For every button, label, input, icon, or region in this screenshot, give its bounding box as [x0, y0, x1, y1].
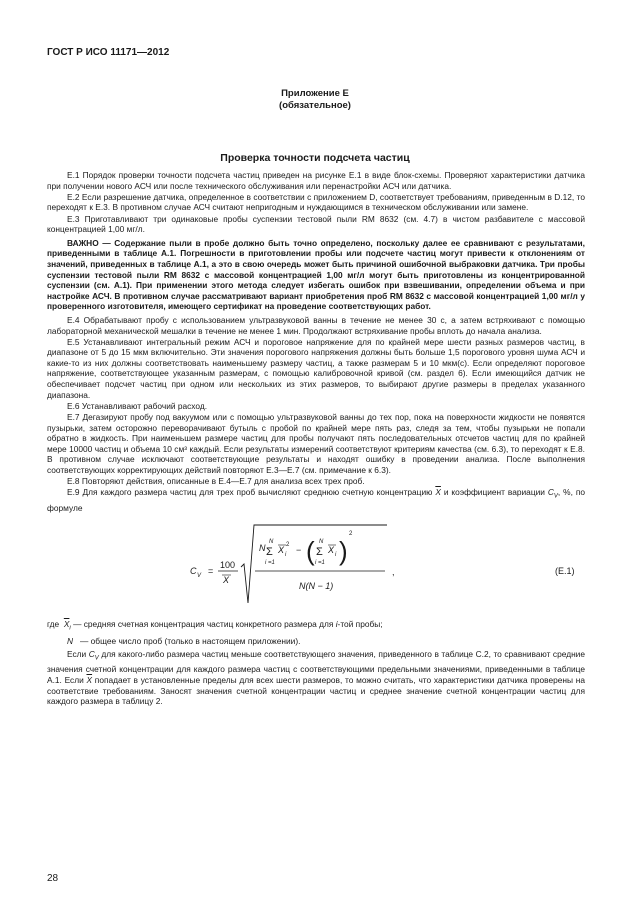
sum2-var: X: [328, 545, 335, 556]
sum1-sign: Σ: [266, 546, 273, 559]
formula-minus: −: [296, 545, 302, 556]
formula-coef-den: X: [223, 575, 230, 586]
paragraph-e3: Е.3 Приготавливают три одинаковые пробы суспензии тестовой пыли RM 8632 (см. 4.7) в чистом разбавителе с массовой концентрацией 1,00 мг/л.: [47, 213, 585, 235]
sum1-var: X: [278, 545, 285, 556]
sum2-var-sub: i: [335, 552, 337, 559]
mean-concentration-symbol: $\overline{X}$: [435, 487, 441, 498]
paren-right: ): [339, 536, 348, 567]
paragraph-e1: Е.1 Порядок проверки точности подсчета частиц приведен на рисунке Е.1 в виде блок-схемы. Проверяют характеристики датчика при получении нового АСЧ или после технического обслуживания или перенастройки АСЧ или датчика.: [47, 170, 585, 191]
where-x: где $\overline{X}_i$ — средняя счетная концентрация частиц конкретного размера для i-той пробы;: [47, 619, 383, 632]
formula-equals: =: [208, 566, 214, 577]
sum1-top: N: [269, 539, 274, 546]
sum2-sign: Σ: [316, 546, 323, 559]
paragraph-e8: Е.8 Повторяют действия, описанные в Е.4—Е.7 для анализа всех трех проб.: [67, 476, 365, 487]
paragraph-e4: Е.4 Обрабатывают пробу с использованием ультразвуковой ванны в течение не менее 30 с, а затем встряхивают с помощью лабораторной механической мешалки в течение не менее 1 мин. Продолжают встряхивание пробы вплоть до начала анализа.: [47, 314, 585, 336]
paragraph-e6: Е.6 Устанавливают рабочий расход.: [67, 400, 208, 411]
paragraph-e7: Е.7 Дегазируют пробу под вакуумом или с помощью ультразвуковой ванны до тех пор, пока на поверхности жидкости не появятся пузырьки, затем осторожно переворачивают бутыль с пробой по крайней мере пять раз, следя за тем, чтобы пузырьки не попали обратно в жидкость. При наименьшем размере частиц для пробы получают пять последовательных отсчетов частиц для по крайней мере 10000 частиц и объема 10 см³ каждый. Если результаты измерений соответствуют критериям качества (см. 6.3), то переходят к Е.8. В противном случае исключают соответствующие результаты и находят ошибку в проведении анализа. После выполнения соответствующих корректирующих действий повторяют Е.3—Е.7 (см. примечание к 6.3).: [47, 412, 585, 475]
paragraph-e2: Е.2 Если разрешение датчика, определенное в соответствии с приложением D, соответствует требованиям, приведенным в D.12, то переходят к Е.3. В противном случае АСЧ считают непригодным и нуждающимся в техническом обслуживании или замене.: [47, 191, 585, 213]
body-text: [47, 170, 585, 707]
paragraph-conclusion: Если $C_V$ для какого-либо размера частиц меньше соответствующего значения, приведенного в таблице С.2, то сравнивают средние значения счетной концентрации для каждого размера частиц с соответствующими предельными значениями, приведенными в таблице А.1. Если $\overline{X}$ попадает в установленные пределы для всех шести размеров, то можно считать, что характеристики датчика проверены на соответствие требованиям. Заносят значения счетной концентрации частиц и среднее значение счетной концентрации частиц для каждого размера в таблицу 2.: [47, 649, 585, 707]
important-note: ВАЖНО — Содержание пыли в пробе должно быть точно определено, поскольку далее ее сравнивают с результатами, приведенными в таблице А.1. Погрешности в приготовлении пробы или подсчете частиц могут привести к отклонениям от значений, приведенных в таблице А.1, а это в свою очередь может быть причиной ошибочной выбраковки датчика. Три пробы суспензии тестовой пыли RM 8632 с массовой концентрацией 1,00 мг/л могут быть приготовлены из концентрированной суспензии (см. А.1). При применении этого метода следует избегать ошибок при взвешивании, определении объема и при настройке АСЧ. В противном случае рассматривают вариант приобретения проб RM 8632 с массовой концентрацией 1,00 мг/л у проверенного изготовителя, имеющего сертификат на проведение соответствующих работ.: [47, 237, 585, 312]
formula-denominator: N(N − 1): [299, 581, 334, 592]
formula-comma: ,: [392, 567, 395, 578]
cv-symbol: $C_V$: [547, 487, 558, 501]
paren-sq: 2: [349, 531, 353, 538]
document-header: ГОСТ Р ИСО 11171—2012: [47, 47, 170, 58]
sum1-var-sub: i: [285, 552, 287, 559]
paragraph-e9: Е.9 Для каждого размера частиц для трех проб вычисляют среднюю счетную концентрацию $\overline{X}$ и коэффициент вариации $C_V$, %, по формуле: [47, 487, 585, 513]
formula-coef-num: 100: [220, 560, 236, 571]
sum1-bottom: i =1: [265, 560, 275, 567]
section-title: Проверка точности подсчета частиц: [220, 152, 410, 164]
appendix-status: (обязательное): [279, 100, 351, 111]
formula-lhs-sub: V: [197, 573, 202, 580]
sum1-sq: 2: [286, 542, 290, 549]
sum2-top: N: [319, 539, 324, 546]
formula-lhs: C: [190, 566, 197, 577]
appendix-label: Приложение Е: [281, 88, 349, 99]
formula-big-n: N: [259, 543, 266, 554]
where-block: [47, 619, 585, 647]
formula-label: (Е.1): [555, 566, 575, 577]
sum2-bottom: i =1: [315, 560, 325, 567]
formula-e1: [47, 517, 585, 617]
paren-left: (: [306, 536, 315, 567]
page-number: 28: [47, 873, 59, 884]
paragraph-e5: Е.5 Устанавливают интегральный режим АСЧ и пороговое напряжение для по крайней мере шести разных размеров частиц, в диапазоне от 5 до 15 мкм включительно. Эти значения порогового напряжения должны быть больше 1,5 порогового уровня шума АСЧ и какие-то из них должны соответствовать наименьшему размеру частиц, а также размерам 5 и 10 мкм(с). Если определяют пороговое напряжение, соответствующее указанным размерам, с помощью калибровочной кривой (см. раздел 6). Если имеющийся датчик не обеспечивает подсчет частиц при одном или нескольких из этих размеров, то выбирают другие размеры в пределах указанного диапазона.: [47, 336, 585, 400]
where-n: N — общее число проб (только в настоящем приложении).: [67, 636, 301, 647]
formula-graphic: [47, 517, 585, 617]
